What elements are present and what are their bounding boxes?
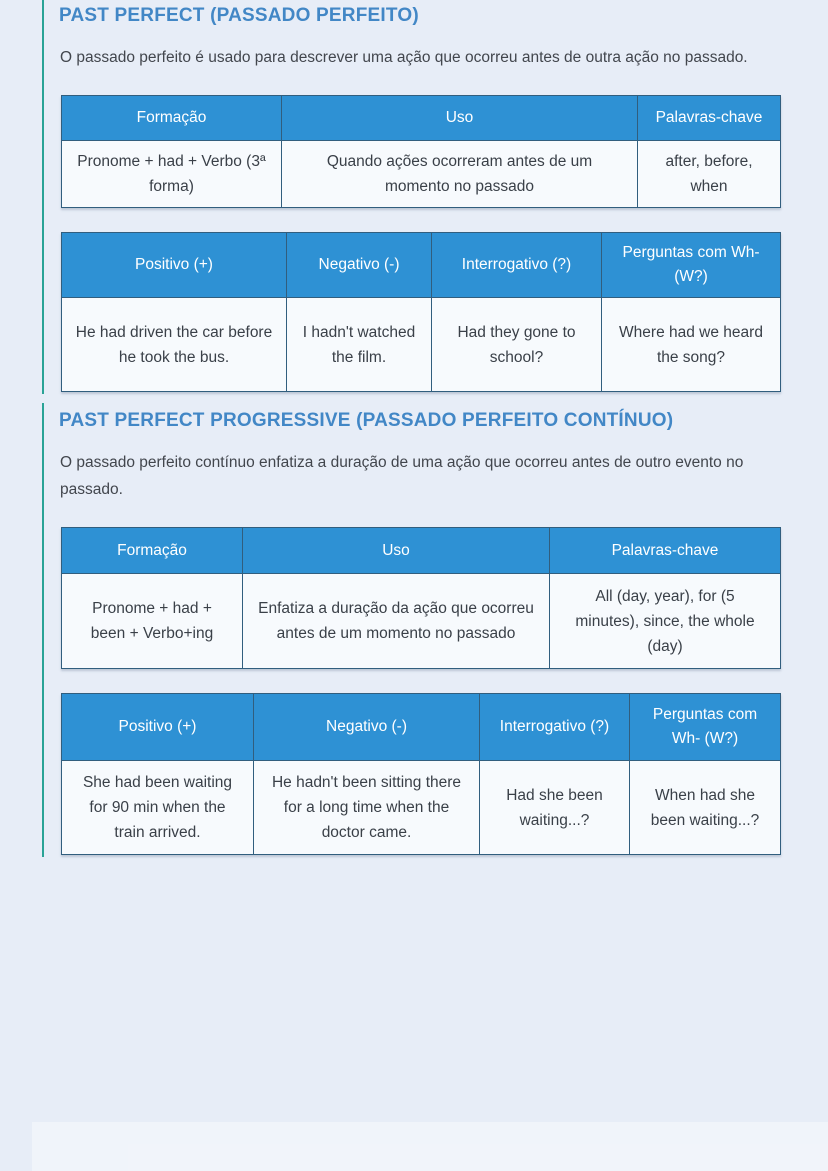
- section-past-perfect: [42, 0, 782, 394]
- section-description: O passado perfeito contínuo enfatiza a duração de uma ação que ocorreu antes de outro evento no passado.: [60, 454, 744, 498]
- table-cell: He had driven the car before he took the bus.: [62, 298, 287, 392]
- table-cell: When had she been waiting...?: [630, 761, 781, 855]
- table-cell: I hadn't watched the film.: [287, 298, 432, 392]
- table-header-row: [62, 233, 781, 298]
- table-row: [62, 141, 781, 208]
- table-header-row: [62, 528, 781, 574]
- table-cell: Pronome + had + Verbo (3ª forma): [62, 141, 282, 208]
- table-header-cell: Palavras-chave: [550, 528, 781, 574]
- section-past-perfect-progressive: [42, 403, 782, 857]
- table-row: [62, 761, 781, 855]
- table-cell: Pronome + had + been + Verbo+ing: [62, 574, 243, 669]
- table-header-cell: Palavras-chave: [638, 96, 781, 141]
- table-row: [62, 298, 781, 392]
- formation-usage-table: [61, 527, 781, 669]
- table-cell: He hadn't been sitting there for a long time when the doctor came.: [254, 761, 480, 855]
- formation-usage-table: [61, 95, 781, 208]
- table-header-cell: Uso: [282, 96, 638, 141]
- table-cell: Where had we heard the song?: [602, 298, 781, 392]
- section-title: PAST PERFECT PROGRESSIVE (PASSADO PERFEITO CONTÍNUO): [59, 410, 674, 431]
- table-header-cell: Interrogativo (?): [432, 233, 602, 298]
- table-header-cell: Formação: [62, 96, 282, 141]
- table-header-row: [62, 694, 781, 761]
- table-cell: Had they gone to school?: [432, 298, 602, 392]
- table-cell: Quando ações ocorreram antes de um momento no passado: [282, 141, 638, 208]
- section-title: PAST PERFECT (PASSADO PERFEITO): [59, 5, 419, 26]
- table-row: [62, 574, 781, 669]
- table-cell: after, before, when: [638, 141, 781, 208]
- sentence-forms-table: [61, 232, 781, 392]
- table-header-cell: Negativo (-): [287, 233, 432, 298]
- sentence-forms-table: [61, 693, 781, 855]
- table-header-cell: Perguntas com Wh- (W?): [630, 694, 781, 761]
- table-header-cell: Interrogativo (?): [480, 694, 630, 761]
- table-header-cell: Positivo (+): [62, 694, 254, 761]
- table-header-cell: Perguntas com Wh- (W?): [602, 233, 781, 298]
- table-cell: Enfatiza a duração da ação que ocorreu antes de um momento no passado: [243, 574, 550, 669]
- table-header-cell: Positivo (+): [62, 233, 287, 298]
- table-header-cell: Formação: [62, 528, 243, 574]
- table-cell: All (day, year), for (5 minutes), since, the whole (day): [550, 574, 781, 669]
- table-header-cell: Uso: [243, 528, 550, 574]
- section-description: O passado perfeito é usado para descrever uma ação que ocorreu antes de outra ação no passado.: [60, 49, 748, 66]
- table-cell: She had been waiting for 90 min when the train arrived.: [62, 761, 254, 855]
- table-header-cell: Negativo (-): [254, 694, 480, 761]
- table-cell: Had she been waiting...?: [480, 761, 630, 855]
- next-page-preview: [32, 1122, 828, 1171]
- table-header-row: [62, 96, 781, 141]
